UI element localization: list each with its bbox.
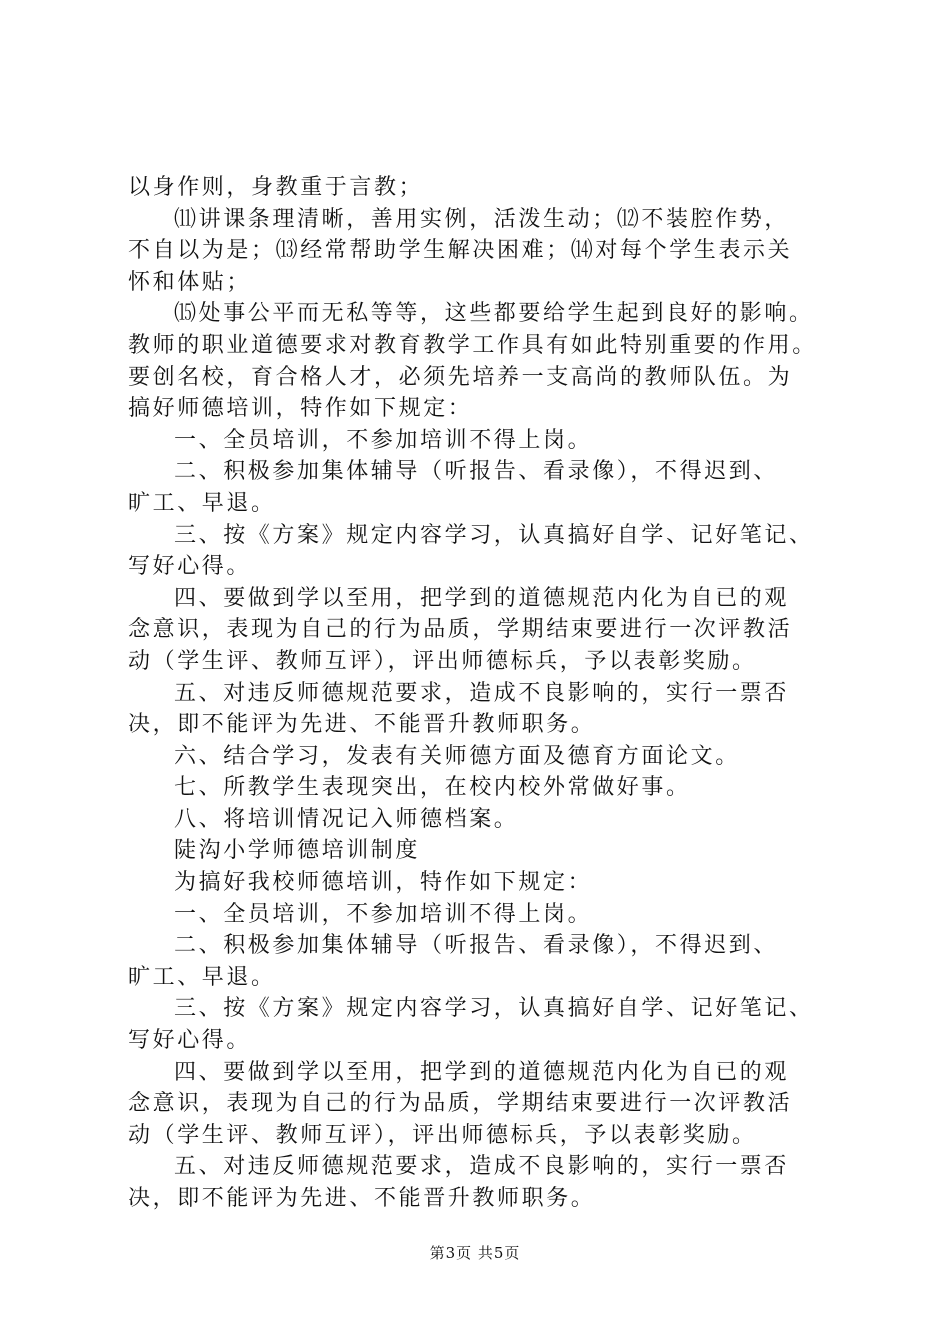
text-line: ⑾讲课条理清晰，善用实例，活泼生动；⑿不装腔作势， — [174, 206, 790, 232]
text-line: 一、全员培训，不参加培训不得上岗。 — [174, 901, 593, 927]
text-line: 五、对违反师德规范要求，造成不良影响的，实行一票否 — [174, 680, 790, 706]
text-line: 教师的职业道德要求对教育教学工作具有如此特别重要的作用。 — [128, 332, 817, 358]
text-line: 八、将培训情况记入师德档案。 — [174, 806, 519, 832]
text-line: 二、积极参加集体辅导（听报告、看录像），不得迟到、 — [174, 933, 779, 959]
text-line: 写好心得。 — [128, 554, 252, 580]
text-line: 六、结合学习，发表有关师德方面及德育方面论文。 — [174, 743, 740, 769]
text-line: 一、全员培训，不参加培训不得上岗。 — [174, 427, 593, 453]
text-line: 四、要做到学以至用，把学到的道德规范内化为自已的观 — [174, 585, 790, 611]
text-line: 三、按《方案》规定内容学习，认真搞好自学、记好笔记、 — [174, 996, 814, 1022]
text-line: ⒂处事公平而无私等等，这些都要给学生起到良好的影响。 — [174, 301, 814, 327]
text-line: 七、所教学生表现突出，在校内校外常做好事。 — [174, 775, 691, 801]
text-line: 念意识，表现为自己的行为品质，学期结束要进行一次评教活 — [128, 617, 793, 643]
text-line: 不自以为是；⒀经常帮助学生解决困难；⒁对每个学生表示关 — [128, 238, 793, 264]
text-line: 搞好师德培训，特作如下规定： — [128, 396, 473, 422]
document-body — [128, 172, 868, 1215]
text-line: 念意识，表现为自己的行为品质，学期结束要进行一次评教活 — [128, 1091, 793, 1117]
text-line: 三、按《方案》规定内容学习，认真搞好自学、记好笔记、 — [174, 522, 814, 548]
text-line: 动（学生评、教师互评），评出师德标兵，予以表彰奖励。 — [128, 1122, 757, 1148]
text-line: 决，即不能评为先进、不能晋升教师职务。 — [128, 1186, 596, 1211]
text-line: 旷工、早退。 — [128, 490, 276, 516]
text-line: 二、积极参加集体辅导（听报告、看录像），不得迟到、 — [174, 459, 779, 485]
text-line: 写好心得。 — [128, 1028, 252, 1054]
text-line: 为搞好我校师德培训，特作如下规定： — [174, 870, 593, 896]
text-line: 要创名校，育合格人才，必须先培养一支高尚的教师队伍。为 — [128, 364, 793, 390]
page-footer: 第3页 共5页 — [429, 1244, 521, 1262]
text-line: 以身作则，身教重于言教； — [128, 175, 424, 200]
text-line: 陡沟小学师德培训制度 — [174, 838, 421, 864]
text-line: 动（学生评、教师互评），评出师德标兵，予以表彰奖励。 — [128, 648, 757, 674]
text-line: 怀和体贴； — [128, 269, 252, 295]
text-line: 四、要做到学以至用，把学到的道德规范内化为自已的观 — [174, 1059, 790, 1085]
text-line: 五、对违反师德规范要求，造成不良影响的，实行一票否 — [174, 1154, 790, 1180]
text-line: 旷工、早退。 — [128, 964, 276, 990]
text-line: 决，即不能评为先进、不能晋升教师职务。 — [128, 712, 596, 738]
